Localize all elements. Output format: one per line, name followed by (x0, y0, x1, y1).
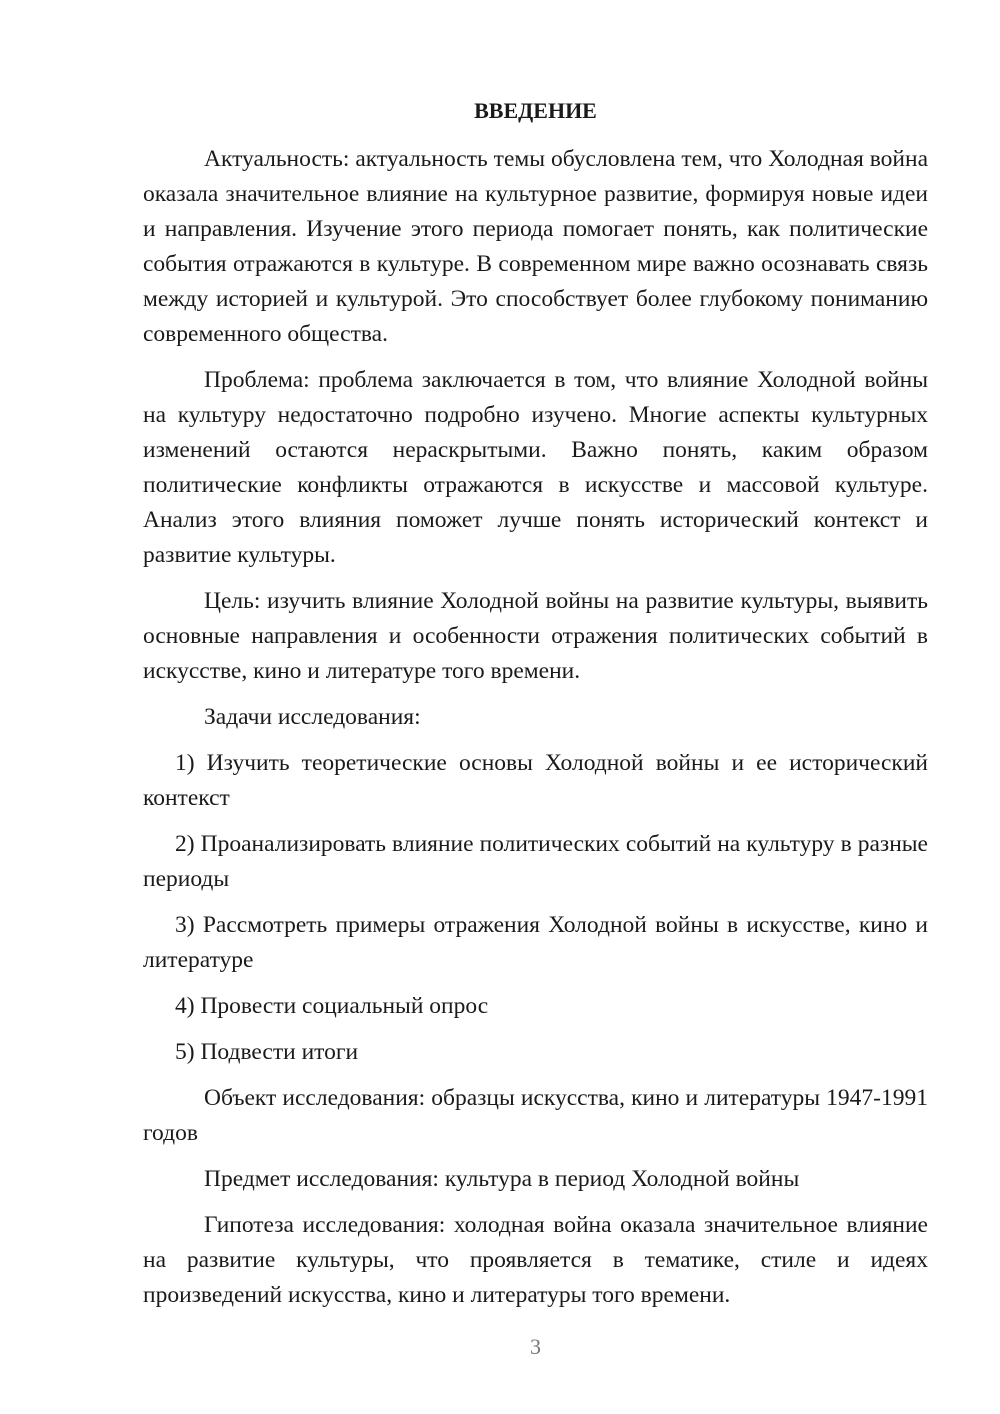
page-title: ВВЕДЕНИЕ (474, 98, 597, 123)
paragraph-subject: Предмет исследования: культура в период Холодной войны (204, 1166, 800, 1192)
task-item: 3) Рассмотреть примеры отражения Холодной войны в искусстве, кино и литературе (143, 912, 928, 973)
paragraph-goal: Цель: изучить влияние Холодной войны на развитие культуры, выявить основные направления и особенности отражения политических событий в искусстве, кино и литературе того времени. (143, 588, 928, 684)
paragraph-problem: Проблема: проблема заключается в том, что влияние Холодной войны на культуру недостаточно подробно изучено. Многие аспекты культурных изменений остаются нераскрытыми. Важно понять, каким образом политические конфликты отражаются в искусстве и массовой культуре. Анализ этого влияния поможет лучше понять исторический контекст и развитие культуры. (143, 367, 928, 568)
task-item: 1) Изучить теоретические основы Холодной войны и ее исторический контекст (143, 750, 928, 811)
paragraph-hypothesis: Гипотеза исследования: холодная война оказала значительное влияние на развитие культуры, что проявляется в тематике, стиле и идеях произведений искусства, кино и литературы того времени. (143, 1212, 928, 1308)
tasks-heading: Задачи исследования: (204, 704, 421, 730)
task-item: 4) Провести социальный опрос (175, 993, 489, 1019)
page-number: 3 (530, 1334, 541, 1359)
paragraph-relevance: Актуальность: актуальность темы обусловлена тем, что Холодная война оказала значительное влияние на культурное развитие, формируя новые идеи и направления. Изучение этого периода помогает понять, как политические события отражаются в культуре. В современном мире важно осознавать связь между историей и культурой. Это способствует более глубокому пониманию современного общества. (143, 146, 928, 347)
task-item: 5) Подвести итоги (175, 1039, 359, 1065)
document-body (143, 142, 928, 1324)
paragraph-object: Объект исследования: образцы искусства, кино и литературы 1947-1991 годов (143, 1085, 928, 1146)
task-item: 2) Проанализировать влияние политических событий на культуру в разные периоды (143, 831, 928, 892)
